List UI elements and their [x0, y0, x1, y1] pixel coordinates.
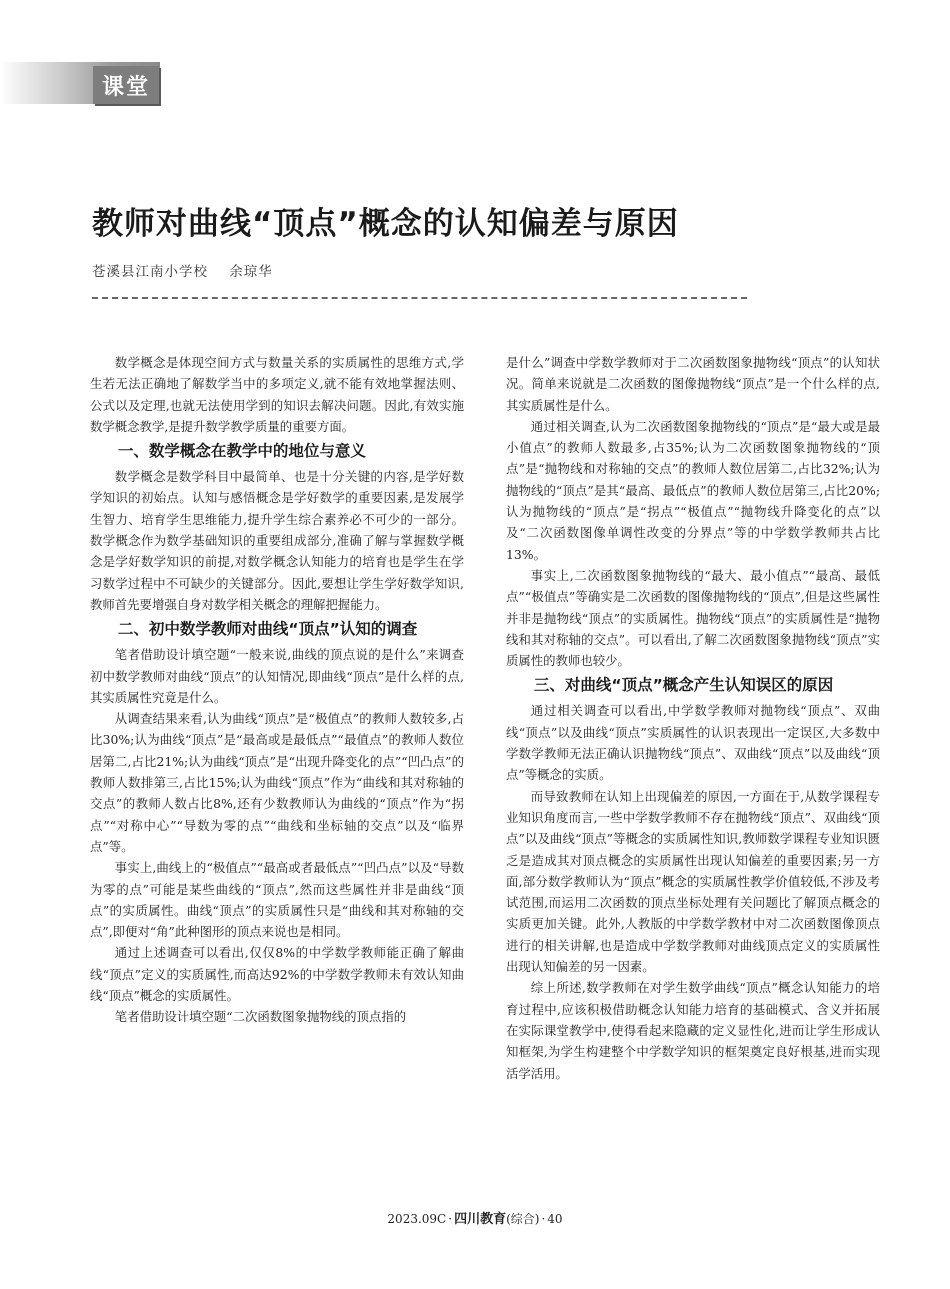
paragraph: 从调查结果来看,认为曲线“顶点”是“极值点”的教师人数较多,占比30%;认为曲线“顶点”是“最高或是最低点”“最值点”的教师人数位居第二,占比21%;认为曲线“顶点”是“出现升降变化的点”“凹凸点”的教师人数排第三,占比15%;认为曲线“顶点”作为“曲线和其对称轴的交点”的教师人数占比8%,还有少数教师认为曲线的“顶点”作为“拐点”“对称中心”“导数为零的点”“曲线和坐标轴的交点”以及“临界点”等。 [90, 711, 464, 854]
author-name: 余琼华 [229, 264, 273, 280]
page-footer: 2023.09C · 四川教育(综合) · 40 [387, 1212, 563, 1227]
paragraph: 数学概念是数学科目中最简单、也是十分关键的内容,是学好数学知识的初始点。认知与感悟概念是学好数学的重要因素,是发展学生智力、培育学生思维能力,提升学生综合素养必不可少的一部分。数学概念作为数学基础知识的重要组成部分,准确了解与掌握数学概念是学好数学知识的前提,对数学概念认知能力的培育也是学生在学习数学过程中不可缺少的关键部分。因此,要想让学生学好数学知识,教师首先要增强自身对数学相关概念的理解把握能力。 [90, 469, 464, 612]
paragraph: 事实上,二次函数图象抛物线的“最大、最小值点”“最高、最低点”“极值点”等确实是二次函数的图像抛物线的“顶点”,但是这些属性并非是抛物线“顶点”的实质属性。抛物线“顶点”的实质属性是“抛物线和其对称轴的交点”。可以看出,了解二次函数图象抛物线“顶点”实质属性的教师也较少。 [506, 567, 880, 669]
section-heading-2: 二、初中数学教师对曲线“顶点”认知的调查 [117, 620, 418, 639]
paragraph: 事实上,曲线上的“极值点”“最高或者最低点”“凹凸点”以及“导数为零的点”可能是某些曲线的“顶点”,然而这些属性并非是曲线“顶点”的实质属性。曲线“顶点”的实质属性只是“曲线和其对称轴的交点”,即便对“角”此种图形的顶点来说也是相同。 [90, 860, 464, 940]
journal-name: 四川教育 [454, 1212, 507, 1227]
paragraph: 通过相关调查,认为二次函数图象抛物线的“顶点”是“最大或是最小值点”的教师人数最多,占35%;认为二次函数图象抛物线的“顶点”是“抛物线和对称轴的交点”的教师人数位居第二,占比32%;认为抛物线的“顶点”是其“最高、最低点”的教师人数位居第三,占比20%;认为抛物线的“顶点”是“拐点”“极值点”“抛物线升降变化的点”以及“二次函数图像单调性改变的分界点”等的中学数学教师共占比13%。 [506, 418, 880, 562]
author-school: 苍溪县江南小学校 [92, 264, 208, 280]
left-column [90, 352, 464, 1028]
section-tag: 课堂 [93, 66, 159, 104]
issue-number: 2023.09C [387, 1212, 447, 1226]
paragraph: 通过上述调查可以看出,仅仅8%的中学数学教师能正确了解曲线“顶点”定义的实质属性,而高达92%的中学数学教师未有效认知曲线“顶点”概念的实质属性。 [90, 945, 464, 1004]
paragraph: 通过相关调查可以看出,中学数学教师对抛物线“顶点”、双曲线“顶点”以及曲线“顶点”实质属性的认识表现出一定误区,大多数中学数学教师无法正确认识抛物线“顶点”、双曲线“顶点”以及曲线“顶点”等概念的实质。 [506, 703, 880, 783]
journal-edition: (综合) [506, 1212, 540, 1226]
paragraph-continued: 是什么”调查中学数学教师对于二次函数图象抛物线“顶点”的认知状况。简单来说就是二次函数的图像抛物线“顶点”是一个什么样的点,其实质属性是什么。 [506, 355, 880, 413]
paragraph: 数学概念是体现空间方式与数量关系的实质属性的思维方式,学生若无法正确地了解数学当中的多项定义,就不能有效地掌握法则、公式以及定理,也就无法使用学到的知识去解决问题。因此,有效实施数学概念教学,是提升数学教学质量的重要方面。 [90, 355, 464, 434]
page-number: 40 [547, 1212, 563, 1226]
paragraph: 笔者借助设计填空题“二次函数图象抛物线的顶点指的 [114, 1009, 407, 1025]
section-heading-3: 三、对曲线“顶点”概念产生认知误区的原因 [533, 676, 834, 695]
section-heading-1: 一、数学概念在教学中的地位与意义 [117, 442, 366, 461]
paragraph: 综上所述,数学教师在对学生数学曲线“顶点”概念认知能力的培育过程中,应该积极借助概念认知能力培育的基础模式、含义并拓展在实际课堂教学中,使得看起来隐藏的定义显性化,进而让学生形成认知框架,为学生构建整个中学数学知识的框架奠定良好根基,进而实现活学活用。 [506, 980, 880, 1081]
paragraph: 而导致教师在认知上出现偏差的原因,一方面在于,从数学课程专业知识角度而言,一些中学数学教师不存在抛物线“顶点”、双曲线“顶点”以及曲线“顶点”等概念的实质属性知识,教师数学课程专业知识匮乏是造成其对顶点概念的实质属性出现认知偏差的重要因素;另一方面,部分数学教师认为“顶点”概念的实质属性教学价值较低,不涉及考试范围,而运用二次函数的顶点坐标处理有关问题比了解顶点概念的实质更加关键。此外,人教版的中学数学教材中对二次函数图像顶点进行的相关讲解,也是造成中学数学教师对曲线顶点定义的实质属性出现认知偏差的另一因素。 [506, 788, 880, 975]
byline [92, 260, 273, 280]
article-title: 教师对曲线“顶点”概念的认知偏差与原因 [92, 206, 679, 242]
right-column [506, 352, 880, 1084]
paragraph: 笔者借助设计填空题“一般来说,曲线的顶点说的是什么”来调查初中数学教师对曲线“顶点”的认知情况,即曲线“顶点”是什么样的点,其实质属性究竟是什么。 [90, 647, 464, 705]
dashed-divider [92, 297, 747, 299]
